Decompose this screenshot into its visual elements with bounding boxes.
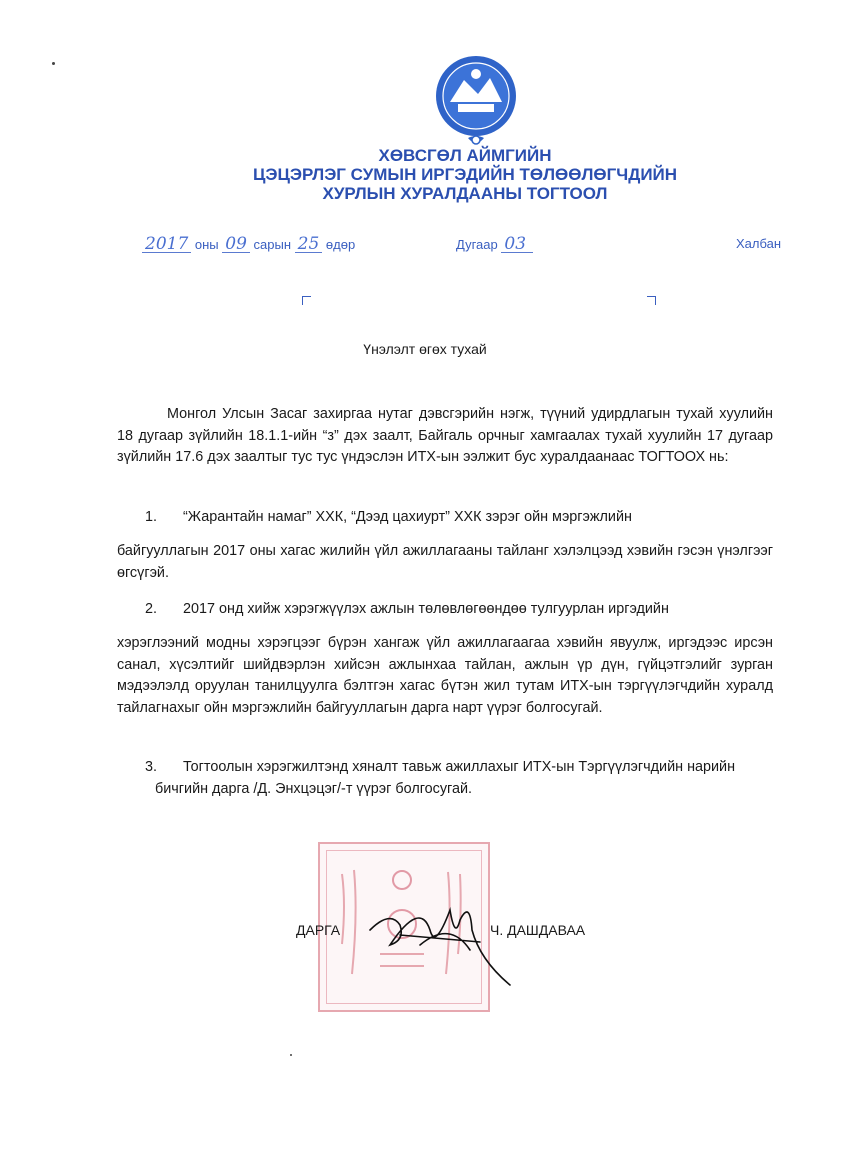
item-number: 2. xyxy=(145,601,158,617)
date-month: 09 xyxy=(222,236,250,253)
state-emblem-icon xyxy=(428,50,524,150)
item-continuation: хэрэглээний модны хэрэгцээг бүрэн хангаж үйл ажиллагаагаа хэвийн явуулж, иргэдээс ирсэн санал, хүсэлтийг шийдвэрлэн хийсэн ажлынхаа тайлан, ажлын үр дүн, гүйцэтгэлийг зурган мэдээлэлд оруулан танилцуулга бэлтгэн хагас бүтэн жил тутам ИТХ-ын тэргүүлэгчдийн хуралд тайлагнахыг ойн мэргэжлийн байгууллагын дарга нарт үүрэг болгосугай. xyxy=(117,635,773,716)
header-line-2: ЦЭЦЭРЛЭГ СУМЫН ИРГЭДИЙН ТӨЛӨӨЛӨГЧДИЙН xyxy=(252,165,678,184)
scan-speck xyxy=(290,1054,292,1056)
date-year: 2017 xyxy=(142,236,191,253)
corner-mark-right xyxy=(647,296,656,305)
list-item xyxy=(117,599,773,621)
intro-paragraph: Монгол Улсын Засаг захиргаа нутаг дэвсгэрийн нэгж, түүний удирдлагын тухай хуулийн 18 дугаар зүйлийн 18.1.1-ийн “з” дэх заалт, Байгаль орчныг хамгаалах тухай хуулийн 17 дугаар зүйлийн 17.6 дэх заалтыг тус тус үндэслэн ИТХ-ын ээлжит бус хуралдаанаас ТОГТООХ нь: xyxy=(117,406,773,465)
place-name: Халбан xyxy=(736,236,782,251)
header-line-3: ХУРЛЫН ХУРАЛДААНЫ ТОГТООЛ xyxy=(322,184,608,203)
item-text: Тогтоолын хэрэгжилтэнд хяналт тавьж ажиллахыг ИТХ-ын Тэргүүлэгчдийн нарийн бичгийн дарга /Д. Энхцэцэг/-т үүрэг болгосугай. xyxy=(155,759,736,797)
document-number: 03 xyxy=(501,236,533,253)
item-text: 2017 онд хийж хэрэгжүүлэх ажлын төлөвлөгөөндөө тулгуурлан иргэдийн xyxy=(183,601,669,617)
item-number: 1. xyxy=(145,509,158,525)
document-header xyxy=(180,146,750,203)
header-line-1: ХӨВСГӨЛ АЙМГИЙН xyxy=(378,146,552,165)
scan-speck xyxy=(52,62,55,65)
date-line xyxy=(0,236,850,258)
document-title: Үнэлэлт өгөх тухай xyxy=(363,341,487,357)
handwritten-signature-icon xyxy=(360,890,540,990)
list-item xyxy=(117,757,773,800)
date-year-label: оны xyxy=(194,237,219,252)
number-label: Дугаар xyxy=(456,237,498,252)
corner-mark-left xyxy=(302,296,311,305)
signatory-name: Ч. ДАШДАВАА xyxy=(490,922,586,938)
list-item xyxy=(117,507,773,529)
date-day-label: өдөр xyxy=(325,237,356,252)
date-month-label: сарын xyxy=(253,237,292,252)
item-number: 3. xyxy=(145,759,158,775)
signatory-title: ДАРГА xyxy=(296,922,341,938)
item-text: “Жарантайн намаг” ХХК, “Дээд цахиурт” ХХК зэрэг ойн мэргэжлийн xyxy=(183,509,632,525)
item-continuation: байгууллагын 2017 оны хагас жилийн үйл ажиллагааны тайланг хэлэлцээд хэвийн гэсэн үнэлгээг өгсүгэй. xyxy=(117,543,773,581)
date-day: 25 xyxy=(295,236,323,253)
